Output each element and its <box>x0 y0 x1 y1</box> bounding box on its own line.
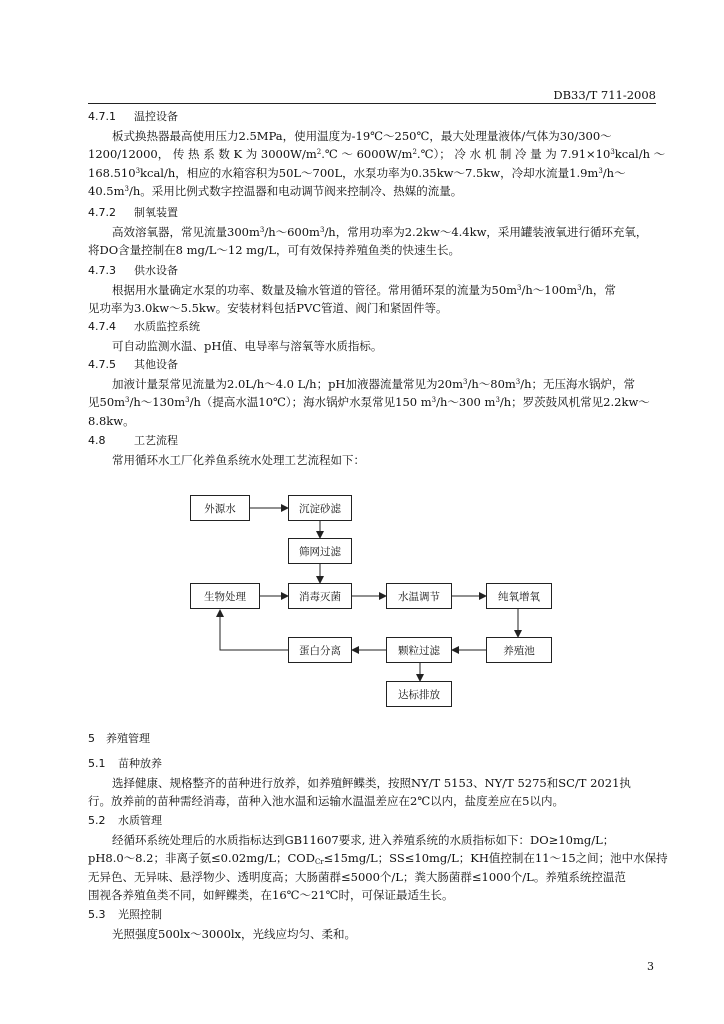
section-heading: 4.7.3 供水设备 <box>88 264 178 277</box>
paragraph-line: 8.8kw。 <box>88 413 135 428</box>
section-5-1 <box>88 755 656 811</box>
paragraph-line: 168.510$^3$kcal/h，相应的水箱容积为50L～700L，水泵功率为0.35kw～7.5kw，冷却水流量$1.9m^3/h\sim$ <box>88 165 626 180</box>
paragraph-line: 行。放养前的苗种需经消毒，苗种入池水温和运输水温温差应在2℃以内，盐度差应在5以内。 <box>88 794 564 809</box>
section-4-7-3 <box>88 262 656 318</box>
section-4-8 <box>88 432 656 469</box>
standard-number: DB33/T 711-2008 <box>553 88 656 102</box>
section-heading: 4.7.4 水质监控系统 <box>88 320 200 333</box>
paragraph-line: 根据用水量确定水泵的功率、数量及输水管道的管径。常用循环泵的流量为$50m^3/h\sim 100m^3/h$，常 <box>112 282 616 297</box>
node-protein-separation: 蛋白分离 <box>288 637 352 663</box>
section-heading: 4.7.5 其他设备 <box>88 358 178 371</box>
node-temperature-control: 水温调节 <box>386 583 452 609</box>
paragraph-line: 围视各养殖鱼类不同，如鲆鲽类，在16℃～21℃时，可保证最适生长。 <box>88 888 454 903</box>
paragraph-line: 无异色、无异味、悬浮物少、透明度高；大肠菌群≤5000个/L；粪大肠菌群≤1000个/L。养殖系统控温范 <box>88 869 626 884</box>
section-heading: 4.8 工艺流程 <box>88 434 178 447</box>
paragraph-line: 经循环系统处理后的水质指标达到GB11607要求, 进入养殖系统的水质指标如下：DO≥10mg/L； <box>112 832 615 847</box>
chapter-heading: 5 养殖管理 <box>88 732 150 745</box>
section-4-7-1 <box>88 108 666 201</box>
section-5-2 <box>88 812 668 905</box>
node-sedimentation-sand-filter: 沉淀砂滤 <box>288 495 352 521</box>
node-particle-filter: 颗粒过滤 <box>386 637 452 663</box>
paragraph-line: 见$50m^3/h\sim 130m^3/h$（提高水温10℃）；海水锅炉水泵常见150 $m^3/h\sim 300$ $m^3/h$；罗茨鼓风机常见2.2kw～ <box>88 395 650 410</box>
section-heading: 5.1 苗种放养 <box>88 757 162 770</box>
node-screen-filter: 筛网过滤 <box>288 538 352 564</box>
node-biological-treatment: 生物处理 <box>190 583 260 609</box>
paragraph-line: 将DO含量控制在8 mg/L～12 mg/L，可有效保持养殖鱼类的快速生长。 <box>88 243 460 258</box>
page-number: 3 <box>647 960 654 973</box>
paragraph-line: 常用循环水工厂化养鱼系统水处理工艺流程如下： <box>112 452 365 467</box>
node-source-water: 外源水 <box>190 495 250 521</box>
section-5-3 <box>88 906 656 943</box>
process-flow-diagram <box>180 488 580 712</box>
paragraph-line: 光照强度500lx～3000lx，光线应均匀、柔和。 <box>112 926 357 941</box>
flow-nodes <box>180 488 580 712</box>
node-disinfection: 消毒灭菌 <box>288 583 352 609</box>
section-4-7-5 <box>88 356 656 430</box>
paragraph-line: 高效溶氧器，常见流量$300m^3/h\sim 600m^3/h$，常用功率为2.2kw～4.4kw，采用罐装液氧进行循环充氧， <box>112 224 648 239</box>
header-rule <box>88 103 656 104</box>
section-heading: 5.2 水质管理 <box>88 814 162 827</box>
paragraph-line: 选择健康、规格整齐的苗种进行放养，如养殖鲆鲽类，按照NY/T 5153、NY/T 5275和SC/T 2021执 <box>112 775 631 790</box>
paragraph-line: 加液计量泵常见流量为2.0L/h～4.0 L/h；pH加液器流量常见为$20m^3/h\sim 80m^3/h$；无压海水锅炉，常 <box>112 376 636 391</box>
node-pure-oxygen: 纯氧增氧 <box>486 583 552 609</box>
section-4-7-4 <box>88 318 656 355</box>
section-4-7-2 <box>88 204 656 260</box>
section-heading: 5.3 光照控制 <box>88 908 162 921</box>
paragraph-line: 板式换热器最高使用压力2.5MPa，使用温度为-19℃～250℃，最大处理量液体/气体为30/300～ <box>112 128 612 143</box>
node-compliant-discharge: 达标排放 <box>386 681 452 707</box>
paragraph-line: $40.5m^3/h$。采用比例式数字控温器和电动调节阀来控制冷、热媒的流量。 <box>88 184 463 199</box>
paragraph-line: 1200/12000， 传 热 系 数 K 为 $3000W/m^2.℃$ ～ $6000W/m^2.℃$）； 冷 水 机 制 冷 量 为 $7.91\times 10^3kcal/h$ ～ <box>88 147 666 162</box>
section-heading: 4.7.1 温控设备 <box>88 110 178 123</box>
section-heading: 4.7.2 制氧装置 <box>88 206 178 219</box>
paragraph-line: pH8.0～8.2；非离子氨≤0.02mg/L；$COD_{Cr}\le 15mg/L$；SS≤10mg/L；KH值控制在11～15之间；池中水保持 <box>88 851 668 867</box>
paragraph-line: 见功率为3.0kw～5.5kw。安装材料包括PVC管道、阀门和紧固件等。 <box>88 301 448 316</box>
node-culture-tank: 养殖池 <box>486 637 552 663</box>
paragraph-line: 可自动监测水温、pH值、电导率与溶氧等水质指标。 <box>112 338 383 353</box>
